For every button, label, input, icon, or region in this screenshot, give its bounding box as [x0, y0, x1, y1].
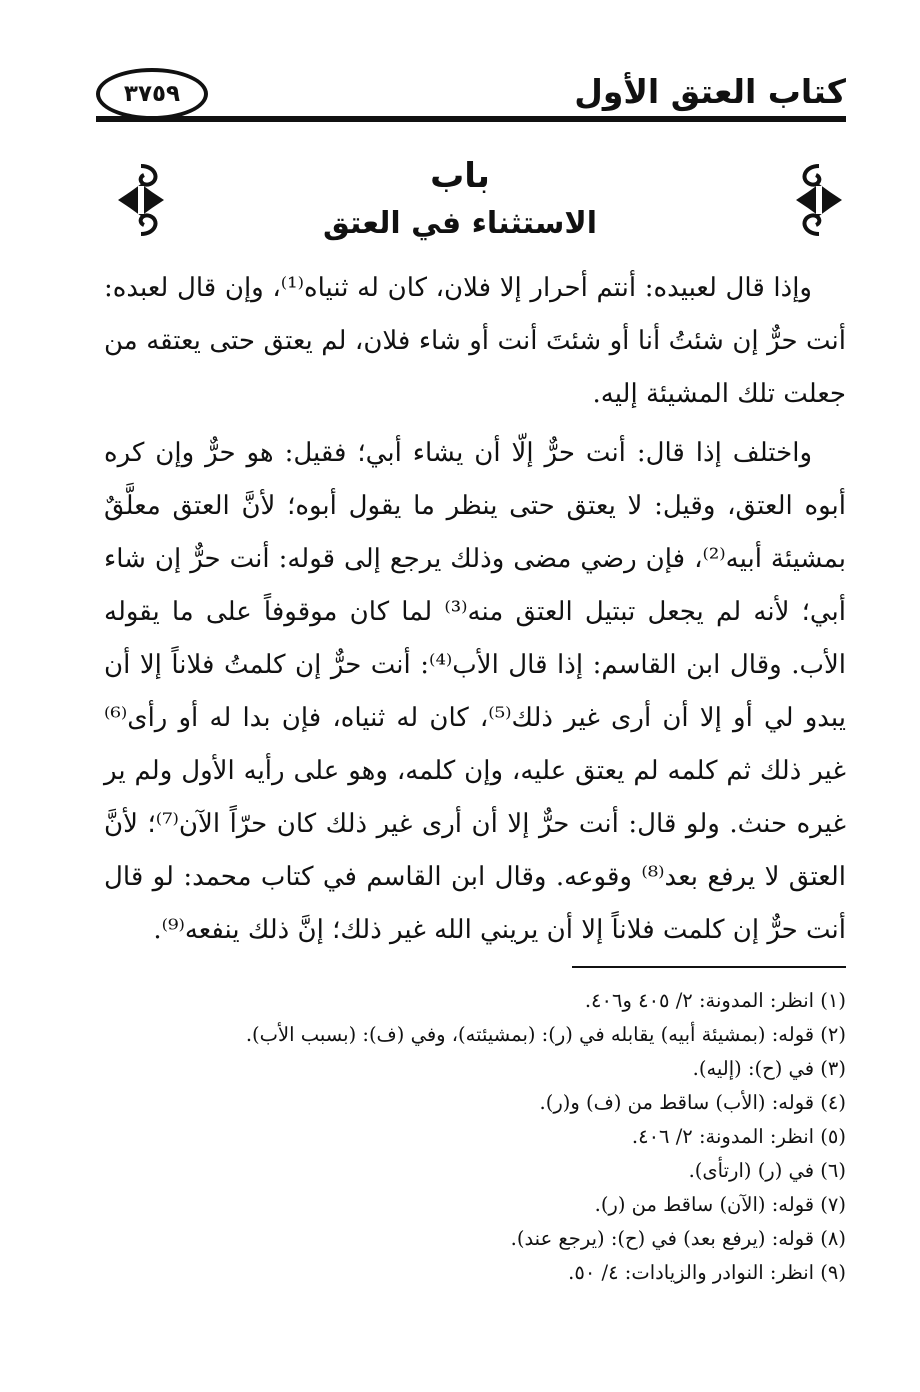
footnote: (٦) في (ر) (ارتأى). [688, 1159, 846, 1182]
page-header [96, 62, 846, 124]
page-number: ٣٧٥٩ [96, 68, 208, 120]
footnote: (٢) قوله: (بمشيئة أبيه) يقابله في (ر): (بمشيئته)، وفي (ف): (بسبب الأب). [245, 1023, 846, 1046]
book-title: كتاب العتق الأول [574, 72, 846, 111]
header-rule [96, 116, 846, 122]
paragraph: واختلف إذا قال: أنت حرٌّ إلّا أن يشاء أبي؛ فقيل: هو حرٌّ وإن كره أبوه العتق، وقيل: لا يعتق حتى ينظر ما يقول أبوه؛ لأنَّ العتق معلَّقٌ بمشيئة أبيه⁽²⁾، فإن رضي مضى وذلك يرجع إلى قوله: أنت حرٌّ إن شاء أبي؛ لأنه لم يجعل تبتيل العتق منه⁽³⁾ لما كان موقوفاً على ما يقوله الأب. وقال ابن القاسم: إذا قال الأب⁽⁴⁾: أنت حرٌّ إن كلمتُ فلاناً إلا أن يبدو لي أو إلا أن أرى غير ذلك⁽⁵⁾، كان له ثنياه، فإن بدا له أو رأى⁽⁶⁾ غير ذلك ثم كلمه لم يعتق عليه، وإن كلمه، وهو على رأيه الأول ولم ير غيره حنث. ولو قال: أنت حرٌّ إلا أن أرى غير ذلك كان حرّاً الآن⁽⁷⁾؛ لأنَّ العتق لا يرفع بعد⁽⁸⁾ وقوعه. وقال ابن القاسم في كتاب محمد: لو قال أنت حرٌّ إن كلمت فلاناً إلا أن يريني الله غير ذلك؛ إنَّ ذلك ينفعه⁽⁹⁾. [104, 438, 847, 945]
footnote-separator [572, 966, 846, 968]
footnote: (٣) في (ح): (إليه). [692, 1057, 846, 1080]
body-text [104, 262, 846, 957]
footnote: (٥) انظر: المدونة: ٢/ ٤٠٦. [631, 1125, 846, 1148]
footnote: (٩) انظر: النوادر والزيادات: ٤/ ٥٠. [568, 1261, 846, 1284]
footnotes [104, 984, 846, 1290]
footnote: (٤) قوله: (الأب) ساقط من (ف) و(ر). [539, 1091, 846, 1114]
footnote: (١) انظر: المدونة: ٢/ ٤٠٥ و٤٠٦. [584, 989, 846, 1012]
ornament-left-icon [112, 160, 170, 240]
footnote: (٧) قوله: (الآن) ساقط من (ر). [594, 1193, 846, 1216]
chapter-word: باب [430, 156, 490, 196]
chapter-title: الاستثناء في العتق [322, 206, 598, 241]
footnote: (٨) قوله: (يرفع بعد) في (ح): (يرجع عند). [510, 1227, 846, 1250]
ornament-right-icon [790, 160, 848, 240]
paragraph: وإذا قال لعبيده: أنتم أحرار إلا فلان، كان له ثنياه⁽¹⁾، وإن قال لعبده: أنت حرٌّ إن شئتُ أنا أو شئتَ أنت أو شاء فلان، لم يعتق حتى يعتقه من جعلت تلك المشيئة إليه. [104, 273, 846, 409]
